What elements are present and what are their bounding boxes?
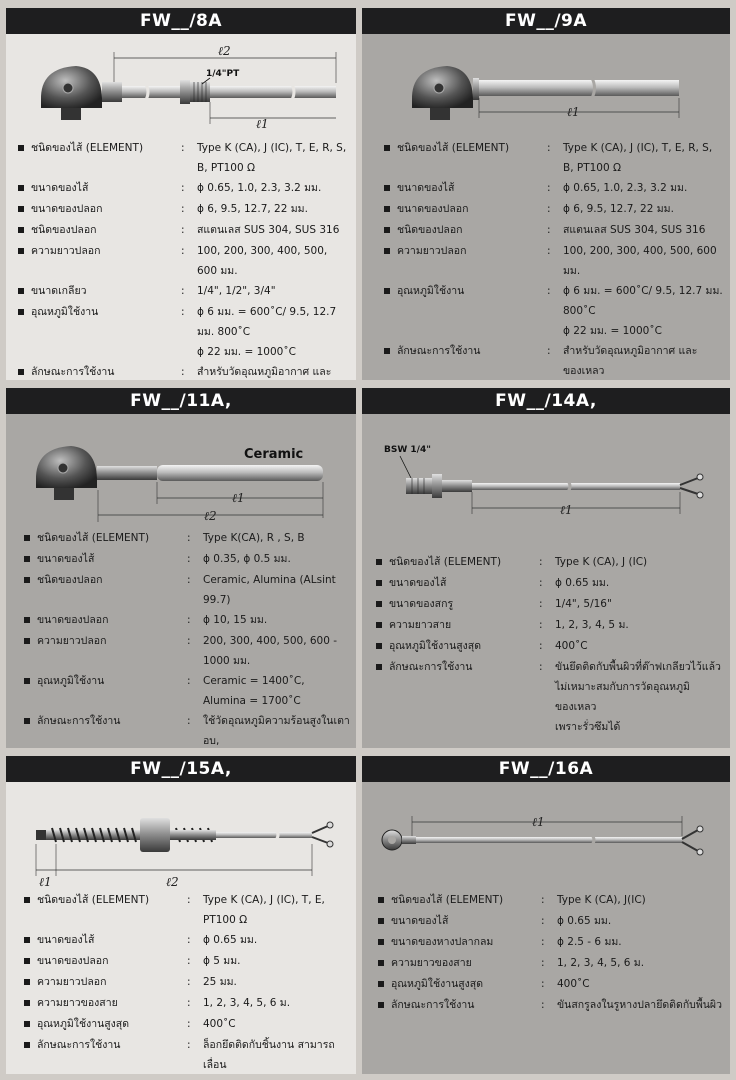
spec-row-sheath-length: ความยาวปลอก : 200, 300, 400, 500, 600 - 1000 มม.: [24, 631, 350, 671]
panel-title: FW__/16A: [362, 756, 730, 782]
spec-list: [24, 528, 350, 748]
dim-l2-label: ℓ2: [204, 509, 217, 523]
probe-diagram-11a: [6, 418, 356, 528]
spec-row-element: ชนิดของไส้ (ELEMENT) : Type K (CA), J(IC): [378, 890, 724, 911]
panel-fw-11a: [6, 388, 356, 748]
spec-row-temperature: อุณหภูมิใช้งาน : ϕ 6 มม. = 600˚C/ 9.5, 12.7 มม. 800˚C ϕ 22 มม. = 1000˚C: [384, 281, 724, 341]
spec-row-sheath-size: ขนาดของปลอก : ϕ 5 มม.: [24, 951, 350, 972]
spec-row-element: ชนิดของไส้ (ELEMENT) : Type K (CA), J (IC): [376, 552, 724, 573]
spec-row-sheath-type: ชนิดของปลอก : สแตนเลส SUS 304, SUS 316: [384, 220, 724, 241]
dim-l2-label: ℓ2: [218, 44, 231, 58]
dim-l1-label: ℓ1: [232, 491, 245, 505]
spec-row-usage: ลักษณะการใช้งาน : ล็อกยึดติดกับชิ้นงาน สามารถเลื่อน: [24, 1035, 350, 1074]
spec-row-element-size: ขนาดของไส้ : ϕ 0.35, ϕ 0.5 มม.: [24, 549, 350, 570]
spec-row-temperature: อุณหภูมิใช้งาน : ϕ 6 มม. = 600˚C/ 9.5, 12.7 มม. 800˚C ϕ 22 มม. = 1000˚C: [18, 302, 350, 362]
spec-row-sheath-size: ขนาดของปลอก : ϕ 6, 9.5, 12.7, 22 มม.: [384, 199, 724, 220]
panel-title: FW__/8A: [6, 8, 356, 34]
panel-fw-16a: [362, 756, 730, 1074]
probe-diagram-16a: [362, 796, 730, 886]
spec-row-usage: ลักษณะการใช้งาน : ขันยึดติดกับพื้นผิวที่ต๊าฟเกลียวไว้แล้ว ไม่เหมาะสมกับการวัดอุณหภูมิของเหลว เพราะรั่วซึมได้: [376, 657, 724, 737]
panel-fw-8a: [6, 8, 356, 380]
spec-row-element-size: ขนาดของไส้ : ϕ 0.65, 1.0, 2.3, 3.2 มม.: [18, 178, 350, 199]
spec-row-cable-length: ความยาวของสาย : 1, 2, 3, 4, 5, 6 ม.: [378, 953, 724, 974]
probe-diagram-14a: [362, 418, 730, 528]
spec-row-max-temperature: อุณหภูมิใช้งานสูงสุด : 400˚C: [378, 974, 724, 995]
spec-row-sheath-size: ขนาดของปลอก : ϕ 10, 15 มม.: [24, 610, 350, 631]
spec-row-sheath-length: ความยาวปลอก : 25 มม.: [24, 972, 350, 993]
spec-row-element: ชนิดของไส้ (ELEMENT) : Type K (CA), J (IC), T, E, PT100 Ω: [24, 890, 350, 930]
spec-row-thread-size: ขนาดเกลียว : 1/4", 1/2", 3/4": [18, 281, 350, 302]
panel-title: FW__/15A,: [6, 756, 356, 782]
spec-list: [18, 138, 350, 380]
spec-row-usage: ลักษณะการใช้งาน : สำหรับวัดอุณหภูมิอากาศ และ: [18, 362, 350, 380]
spec-row-max-temperature: อุณหภูมิใช้งานสูงสุด : 400˚C: [24, 1014, 350, 1035]
dim-l1-label: ℓ1: [39, 875, 52, 889]
spec-row-usage: ลักษณะการใช้งาน : ใช้วัดอุณหภูมิความร้อนสูงในเตาอบ,: [24, 711, 350, 748]
spec-list: [384, 138, 724, 380]
dim-l1-label: ℓ1: [567, 105, 580, 119]
dim-l2-label: ℓ2: [166, 875, 179, 889]
spec-row-sheath-length: ความยาวปลอก : 100, 200, 300, 400, 500, 600 มม.: [18, 241, 350, 281]
dim-l1-label: ℓ1: [560, 503, 573, 517]
panel-fw-15a: [6, 756, 356, 1074]
spec-row-usage: ลักษณะการใช้งาน : สำหรับวัดอุณหภูมิอากาศ และของเหลว: [384, 341, 724, 380]
spec-list: [378, 890, 724, 1016]
spec-row-element-size: ขนาดของไส้ : ϕ 0.65, 1.0, 2.3, 3.2 มม.: [384, 178, 724, 199]
panel-title: FW__/9A: [362, 8, 730, 34]
spec-row-temperature: อุณหภูมิใช้งาน : Ceramic = 1400˚C, Alumina = 1700˚C: [24, 671, 350, 711]
panel-title: FW__/11A,: [6, 388, 356, 414]
spec-row-sheath-length: ความยาวปลอก : 100, 200, 300, 400, 500, 600 มม.: [384, 241, 724, 281]
spec-row-element-size: ขนาดของไส้ : ϕ 0.65 มม.: [376, 573, 724, 594]
spec-row-element-size: ขนาดของไส้ : ϕ 0.65 มม.: [378, 911, 724, 932]
spec-row-element: ชนิดของไส้ (ELEMENT) : Type K (CA), J (IC), T, E, R, S, B, PT100 Ω: [384, 138, 724, 178]
spec-row-usage: ลักษณะการใช้งาน : ขันสกรูลงในรูหางปลายึดติดกับพื้นผิว: [378, 995, 724, 1016]
spec-row-element-size: ขนาดของไส้ : ϕ 0.65 มม.: [24, 930, 350, 951]
ceramic-label: Ceramic: [244, 447, 304, 462]
spec-row-cable-length: ความยาวสาย : 1, 2, 3, 4, 5 ม.: [376, 615, 724, 636]
spec-list: [376, 552, 724, 737]
spec-row-element: ชนิดของไส้ (ELEMENT) : Type K (CA), J (IC), T, E, R, S, B, PT100 Ω: [18, 138, 350, 178]
spec-row-sheath-type: ชนิดของปลอก : Ceramic, Alumina (ALsint 99.7): [24, 570, 350, 610]
panel-title: FW__/14A,: [362, 388, 730, 414]
dim-l1-label: ℓ1: [532, 815, 545, 829]
spec-row-cable-length: ความยาวของสาย : 1, 2, 3, 4, 5, 6 ม.: [24, 993, 350, 1014]
spec-row-max-temperature: อุณหภูมิใช้งานสูงสุด : 400˚C: [376, 636, 724, 657]
dim-l1-label: ℓ1: [256, 117, 269, 131]
thread-label: BSW 1/4": [384, 445, 431, 455]
spec-list: [24, 890, 350, 1074]
spec-row-sheath-size: ขนาดของปลอก : ϕ 6, 9.5, 12.7, 22 มม.: [18, 199, 350, 220]
spec-row-screw-size: ขนาดของสกรู : 1/4", 5/16": [376, 594, 724, 615]
probe-diagram-15a: [6, 800, 356, 890]
spec-row-ring-terminal-size: ขนาดของหางปลากลม : ϕ 2.5 - 6 มม.: [378, 932, 724, 953]
spec-row-sheath-type: ชนิดของปลอก : สแตนเลส SUS 304, SUS 316: [18, 220, 350, 241]
probe-diagram-8a: [6, 38, 356, 138]
panel-fw-9a: [362, 8, 730, 380]
probe-diagram-9a: [362, 38, 730, 138]
spec-row-element: ชนิดของไส้ (ELEMENT) : Type K(CA), R , S, B: [24, 528, 350, 549]
panel-fw-14a: [362, 388, 730, 748]
thread-label: 1/4"PT: [206, 69, 240, 79]
